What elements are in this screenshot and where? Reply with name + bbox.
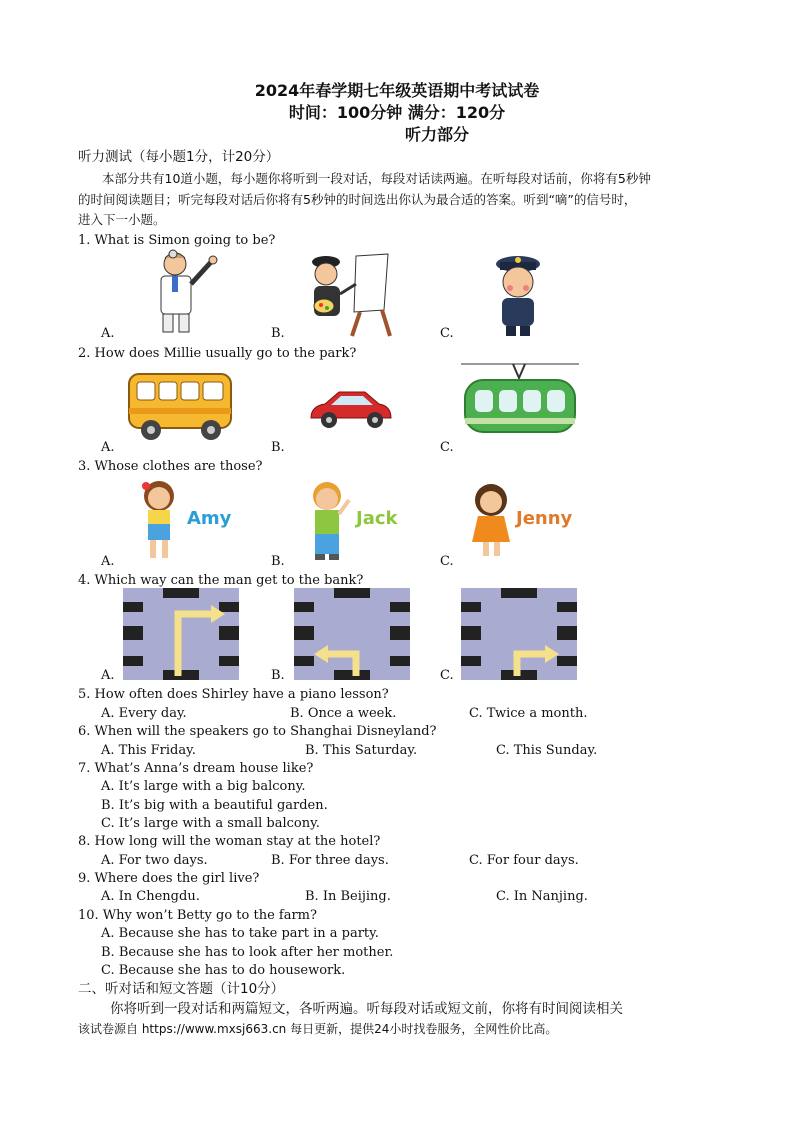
question-6-stem: 6. When will the speakers go to Shanghai Disneyland? bbox=[78, 724, 437, 739]
q6-option-b[interactable]: B. This Saturday. bbox=[305, 743, 418, 758]
question-5-stem: 5. How often does Shirley have a piano lesson? bbox=[78, 687, 389, 702]
doctor-icon[interactable] bbox=[143, 246, 223, 336]
painter-icon[interactable] bbox=[304, 250, 394, 338]
q10-option-a[interactable]: A. Because she has to take part in a party. bbox=[101, 926, 379, 941]
q10-option-b[interactable]: B. Because she has to look after her mother. bbox=[101, 945, 394, 960]
q3-option-a-label: A. bbox=[101, 554, 115, 569]
q7-option-a[interactable]: A. It’s large with a big balcony. bbox=[101, 779, 306, 794]
exam-time-score: 时间：100分钟 满分：120分 bbox=[288, 103, 506, 122]
exam-title: 2024年春学期七年级英语期中考试试卷 bbox=[254, 81, 540, 100]
q6-option-a[interactable]: A. This Friday. bbox=[101, 743, 196, 758]
question-9-stem: 9. Where does the girl live? bbox=[78, 871, 260, 886]
q2-option-b-label: B. bbox=[271, 440, 285, 455]
question-8-stem: 8. How long will the woman stay at the hotel? bbox=[78, 834, 381, 849]
question-2-stem: 2. How does Millie usually go to the park? bbox=[78, 346, 357, 361]
jenny-girl-icon[interactable] bbox=[468, 480, 514, 560]
question-4-stem: 4. Which way can the man get to the bank? bbox=[78, 573, 364, 588]
route-map-b[interactable] bbox=[294, 588, 410, 680]
tram-icon[interactable] bbox=[461, 362, 579, 440]
amy-girl-icon[interactable] bbox=[136, 478, 182, 562]
route-map-a[interactable] bbox=[123, 588, 239, 680]
question-1-stem: 1. What is Simon going to be? bbox=[78, 233, 276, 248]
q1-option-b-label: B. bbox=[271, 326, 285, 341]
name-amy: Amy bbox=[187, 508, 232, 529]
instruction-line-2: 的时间阅读题目；听完每段对话后你将有5秒钟的时间选出你认为最合适的答案。听到“嘀”的信号时， bbox=[78, 192, 637, 207]
q9-option-b[interactable]: B. In Beijing. bbox=[305, 889, 391, 904]
police-officer-icon[interactable] bbox=[488, 250, 548, 338]
q2-option-c-label: C. bbox=[440, 440, 454, 455]
section2-intro: 你将听到一段对话和两篇短文，各听两遍。听每段对话或短文前，你将有时间阅读相关 bbox=[110, 1001, 623, 1017]
q1-option-c-label: C. bbox=[440, 326, 454, 341]
q2-option-a-label: A. bbox=[101, 440, 115, 455]
q9-option-c[interactable]: C. In Nanjing. bbox=[496, 889, 588, 904]
q5-option-c[interactable]: C. Twice a month. bbox=[469, 706, 588, 721]
instruction-line-3: 进入下一小题。 bbox=[78, 212, 166, 227]
q7-option-b[interactable]: B. It’s big with a beautiful garden. bbox=[101, 798, 328, 813]
name-jack: Jack bbox=[356, 508, 398, 529]
q6-option-c[interactable]: C. This Sunday. bbox=[496, 743, 598, 758]
q9-option-a[interactable]: A. In Chengdu. bbox=[101, 889, 200, 904]
car-icon[interactable] bbox=[307, 388, 395, 430]
q1-option-a-label: A. bbox=[101, 326, 115, 341]
q8-option-b[interactable]: B. For three days. bbox=[271, 853, 389, 868]
route-map-c[interactable] bbox=[461, 588, 577, 680]
bus-icon[interactable] bbox=[127, 370, 233, 442]
q8-option-c[interactable]: C. For four days. bbox=[469, 853, 579, 868]
source-footer: 该试卷源自 https://www.mxsj663.cn 每日更新，提供24小时找卷服务，全网性价比高。 bbox=[78, 1022, 558, 1036]
jack-boy-icon[interactable] bbox=[305, 478, 353, 562]
q5-option-b[interactable]: B. Once a week. bbox=[290, 706, 397, 721]
question-10-stem: 10. Why won’t Betty go to the farm? bbox=[78, 908, 317, 923]
q7-option-c[interactable]: C. It’s large with a small balcony. bbox=[101, 816, 320, 831]
q10-option-c[interactable]: C. Because she has to do housework. bbox=[101, 963, 346, 978]
q3-option-b-label: B. bbox=[271, 554, 285, 569]
section1-heading: 听力测试（每小题1分，计20分） bbox=[78, 149, 280, 165]
part-title: 听力部分 bbox=[404, 125, 469, 144]
section2-heading: 二、听对话和短文答题（计10分） bbox=[78, 981, 285, 997]
q5-option-a[interactable]: A. Every day. bbox=[101, 706, 187, 721]
instruction-line-1: 本部分共有10道小题，每小题你将听到一段对话，每段对话读两遍。在听每段对话前，你将有5秒钟 bbox=[102, 171, 651, 186]
q4-option-a-label: A. bbox=[101, 668, 115, 683]
name-jenny: Jenny bbox=[516, 508, 573, 529]
question-7-stem: 7. What’s Anna’s dream house like? bbox=[78, 761, 314, 776]
q4-option-b-label: B. bbox=[271, 668, 285, 683]
q3-option-c-label: C. bbox=[440, 554, 454, 569]
q4-option-c-label: C. bbox=[440, 668, 454, 683]
question-3-stem: 3. Whose clothes are those? bbox=[78, 459, 263, 474]
q8-option-a[interactable]: A. For two days. bbox=[101, 853, 208, 868]
